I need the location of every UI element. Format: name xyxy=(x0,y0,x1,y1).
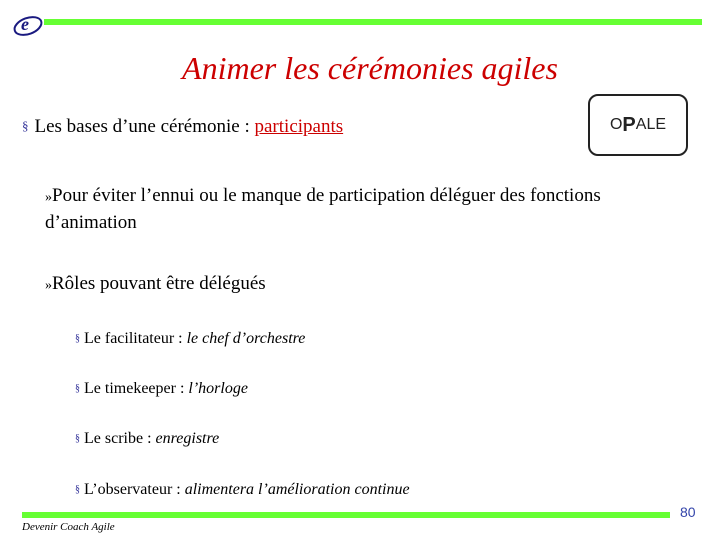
point-text: Pour éviter l’ennui ou le manque de participation déléguer des fonctions d’animation xyxy=(45,185,601,233)
point-roles xyxy=(45,271,685,298)
opale-badge xyxy=(588,94,688,156)
slide-title: Animer les cérémonies agiles xyxy=(182,50,558,86)
role-name: L’observateur : xyxy=(84,481,185,498)
role-desc: enregistre xyxy=(155,430,220,447)
section-highlight: participants xyxy=(254,116,344,137)
role-name: Le timekeeper : xyxy=(84,380,189,397)
footer-text: Devenir Coach Agile xyxy=(22,521,115,533)
role-scribe xyxy=(75,430,219,448)
opale-prefix: O xyxy=(609,116,623,133)
role-timekeeper xyxy=(75,380,248,398)
section-bullet: § xyxy=(22,118,29,133)
role-bullet: § xyxy=(75,333,80,344)
role-desc: le chef d’orchestre xyxy=(186,330,306,347)
point-marker: » xyxy=(45,190,52,205)
role-name: Le scribe : xyxy=(84,430,156,447)
role-bullet: § xyxy=(75,383,80,394)
role-desc: alimentera l’amélioration continue xyxy=(184,481,410,498)
role-bullet: § xyxy=(75,484,80,495)
role-bullet: § xyxy=(75,433,80,444)
role-name: Le facilitateur : xyxy=(84,330,187,347)
opale-letter: P xyxy=(622,113,636,136)
opale-suffix: ALE xyxy=(635,116,667,133)
bottom-accent-bar xyxy=(22,512,670,518)
e-globe-logo-icon xyxy=(12,8,46,40)
point-marker: » xyxy=(45,278,52,293)
section-text: Les bases d’une cérémonie : xyxy=(34,116,255,137)
page-number: 80 xyxy=(680,504,696,520)
role-observer xyxy=(75,481,410,499)
top-accent-bar xyxy=(44,19,702,25)
role-desc: l’horloge xyxy=(188,380,248,397)
role-facilitator xyxy=(75,330,305,348)
point-text: Rôles pouvant être délégués xyxy=(52,273,266,294)
section-heading xyxy=(22,116,343,138)
svg-text:e: e xyxy=(21,14,29,34)
point-delegation xyxy=(45,183,685,235)
